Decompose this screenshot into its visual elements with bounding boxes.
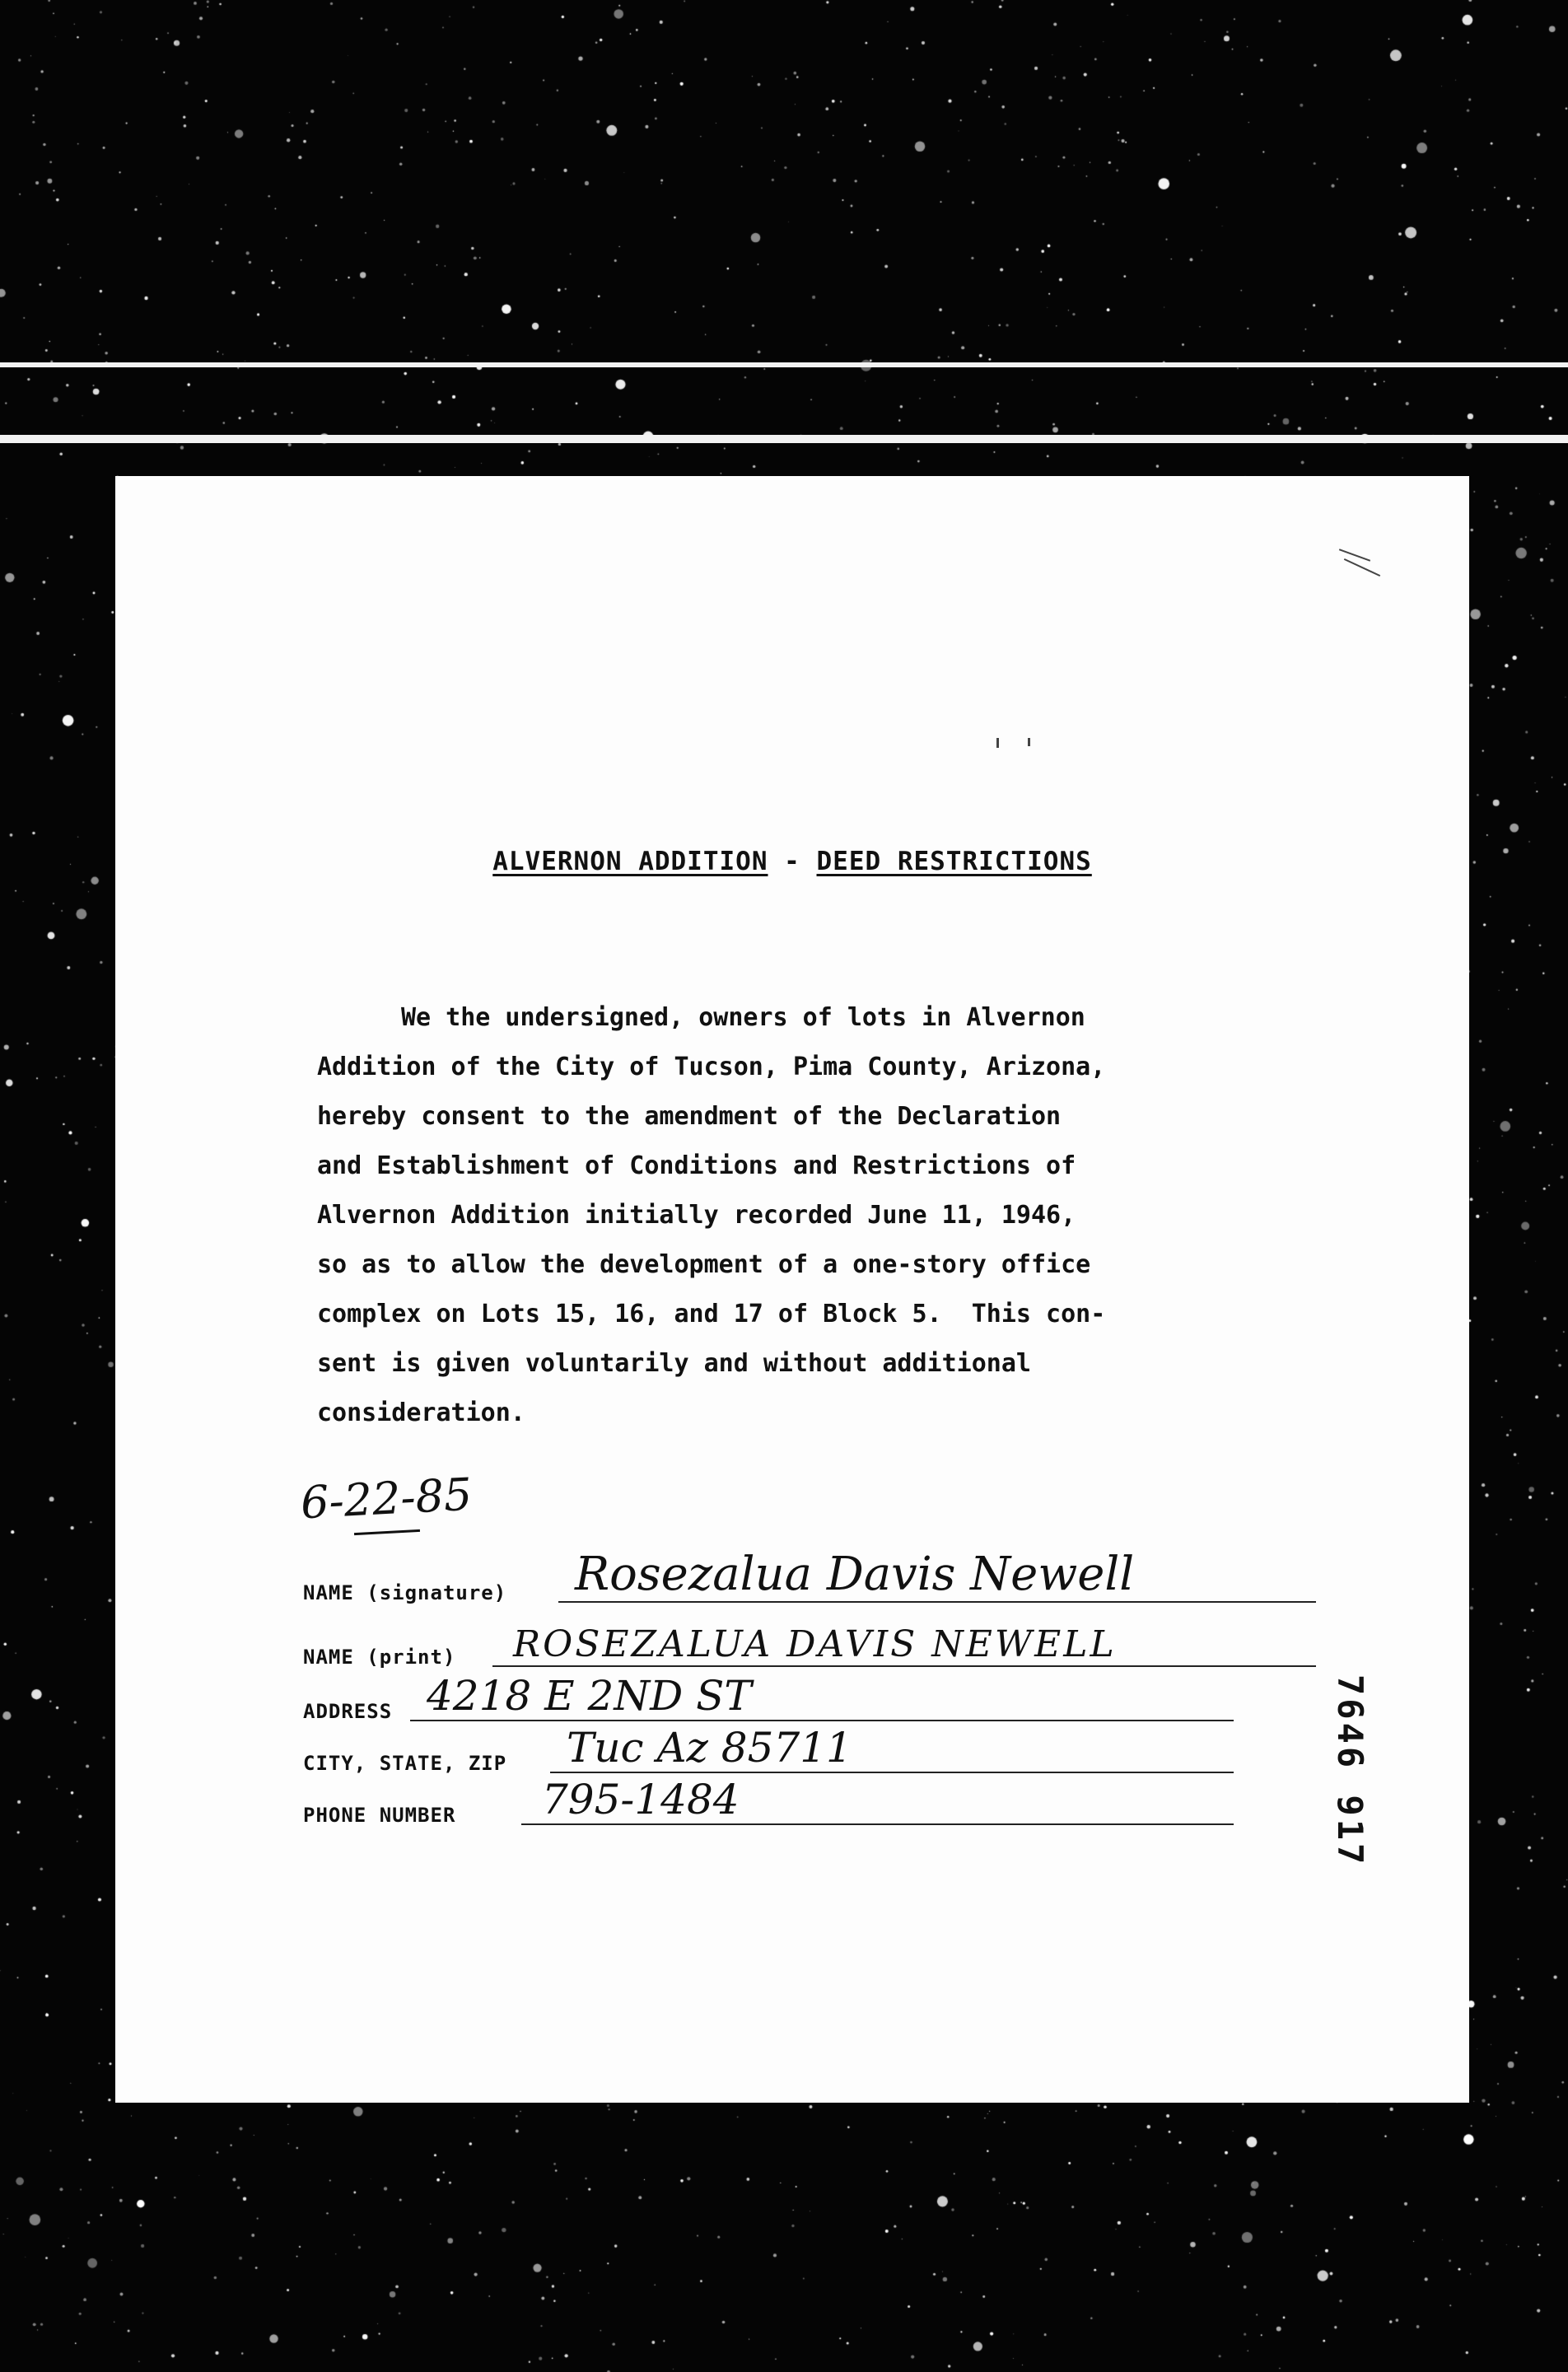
date-underline bbox=[354, 1529, 420, 1535]
consent-paragraph bbox=[317, 993, 1182, 1438]
print-name-line bbox=[492, 1665, 1316, 1667]
paragraph-line: and Establishment of Conditions and Restrictions of bbox=[317, 1151, 1076, 1180]
scan-edge-line bbox=[0, 362, 1568, 367]
signature-label: NAME (signature) bbox=[303, 1581, 507, 1604]
handwritten-date: 6-22-85 bbox=[299, 1468, 474, 1529]
scan-edge-line bbox=[0, 435, 1568, 443]
address-value: 4218 E 2ND ST bbox=[427, 1672, 752, 1720]
address-line bbox=[410, 1720, 1234, 1721]
scan-mark bbox=[1344, 558, 1380, 577]
paragraph-line: Alvernon Addition initially recorded June 11, 1946, bbox=[317, 1201, 1076, 1230]
title-part-1: ALVERNON ADDITION bbox=[492, 847, 768, 876]
signature-line bbox=[558, 1601, 1316, 1603]
paragraph-line: hereby consent to the amendment of the Declaration bbox=[317, 1102, 1062, 1131]
print-name-value: ROSEZALUA DAVIS NEWELL bbox=[513, 1623, 1117, 1665]
document-title bbox=[115, 847, 1469, 876]
address-field bbox=[303, 1672, 1308, 1730]
scan-mark bbox=[1028, 738, 1030, 746]
paragraph-line: so as to allow the development of a one-story office bbox=[317, 1250, 1091, 1279]
paragraph-line: consideration. bbox=[317, 1398, 525, 1427]
signature-field bbox=[303, 1548, 1308, 1611]
city-state-zip-line bbox=[550, 1772, 1234, 1773]
phone-value: 795-1484 bbox=[542, 1776, 740, 1823]
address-label: ADDRESS bbox=[303, 1700, 393, 1723]
paragraph-line: Addition of the City of Tucson, Pima County, Arizona, bbox=[317, 1053, 1106, 1081]
city-state-zip-value: Tuc Az 85711 bbox=[567, 1724, 852, 1772]
scan-mark bbox=[996, 738, 999, 748]
phone-line bbox=[521, 1823, 1234, 1825]
paragraph-line: We the undersigned, owners of lots in Alvernon bbox=[401, 1003, 1085, 1032]
title-separator: - bbox=[768, 847, 817, 876]
title-part-2: DEED RESTRICTIONS bbox=[816, 847, 1092, 876]
phone-label: PHONE NUMBER bbox=[303, 1804, 456, 1827]
signature-value: Rosezalua Davis Newell bbox=[575, 1548, 1135, 1601]
paragraph-line: sent is given voluntarily and without additional bbox=[317, 1349, 1031, 1378]
paragraph-line: complex on Lots 15, 16, and 17 of Block 5. This con- bbox=[317, 1300, 1106, 1328]
deed-document bbox=[115, 476, 1469, 2103]
print-name-field bbox=[303, 1623, 1308, 1675]
print-name-label: NAME (print) bbox=[303, 1646, 456, 1669]
city-state-zip-field bbox=[303, 1724, 1308, 1781]
phone-field bbox=[303, 1776, 1308, 1833]
document-reference-number: 7646 917 bbox=[1330, 1674, 1370, 1868]
city-state-zip-label: CITY, STATE, ZIP bbox=[303, 1752, 507, 1775]
